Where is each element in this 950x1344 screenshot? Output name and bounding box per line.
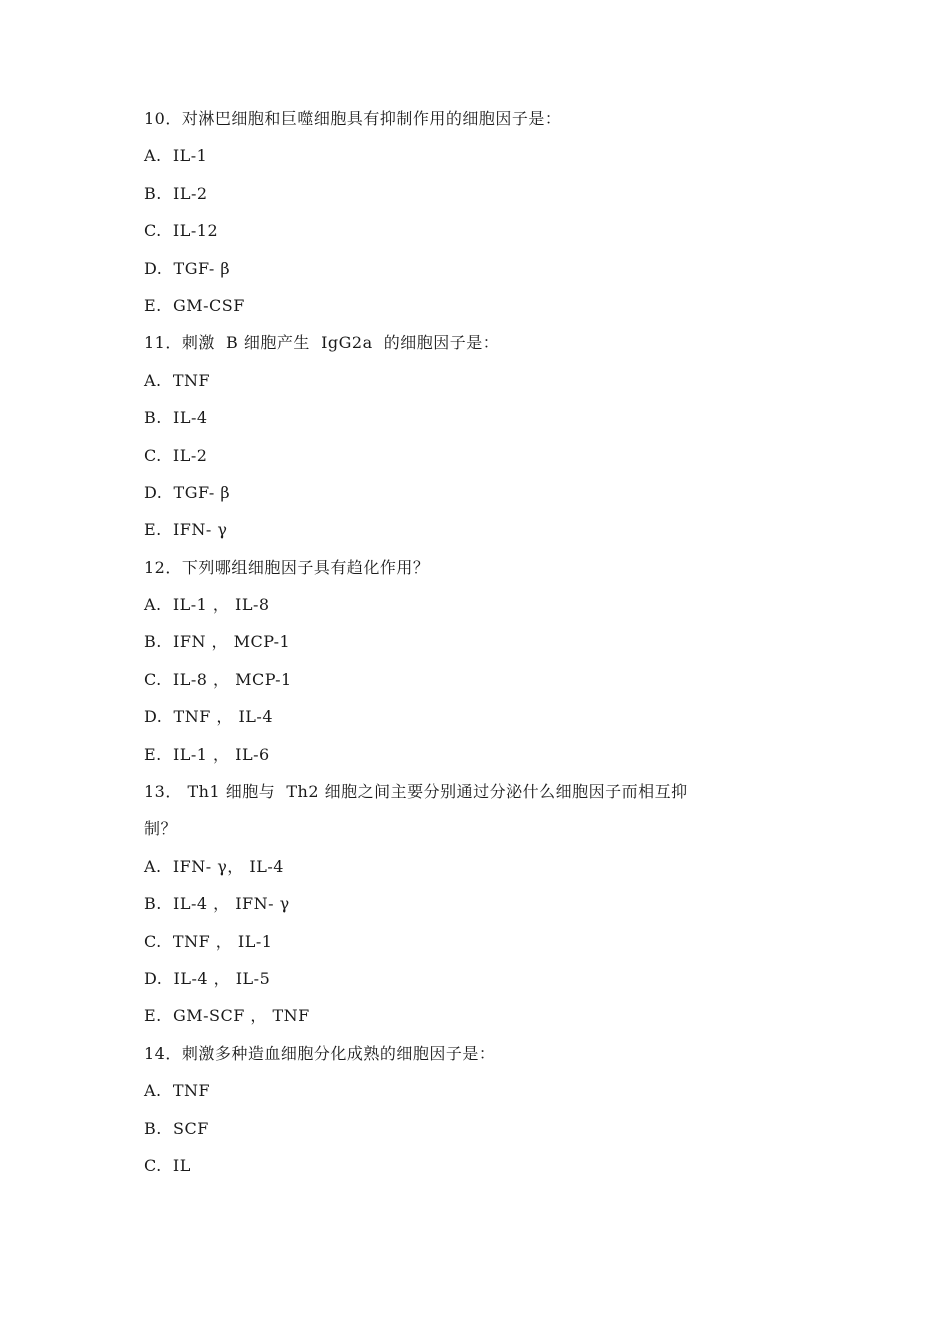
option-14-b: B. SCF — [144, 1118, 209, 1138]
option-13-e: E. GM-SCF ， TNF — [144, 1006, 310, 1026]
option-14-c: C. IL — [144, 1155, 191, 1175]
option-13-a: A. IFN- γ， IL-4 — [144, 856, 284, 876]
option-10-e: E. GM-CSF — [144, 295, 245, 315]
option-11-c: C. IL-2 — [144, 445, 208, 465]
question-11-stem — [144, 324, 784, 361]
question-13-stem — [144, 773, 784, 810]
question-number: 13． — [144, 782, 182, 802]
option-14-a: A. TNF — [144, 1081, 211, 1101]
option-13-d: D. IL-4 ， IL-5 — [144, 968, 271, 988]
question-text: Th1 细胞与 Th2 细胞之间主要分别通过分泌什么细胞因子而相互抑 — [181, 782, 688, 802]
question-14-stem — [144, 1035, 784, 1072]
question-12-stem — [144, 549, 784, 586]
option-10-c: C. IL-12 — [144, 221, 219, 241]
option-11-d: D. TGF- β — [144, 482, 231, 502]
question-10-stem — [144, 100, 784, 137]
option-13-b: B. IL-4 ， IFN- γ — [144, 894, 290, 914]
option-11-e: E. IFN- γ — [144, 520, 228, 540]
question-text: 刺激 B 细胞产生 IgG2a 的细胞因子是： — [181, 333, 500, 353]
question-text: 下列哪组细胞因子具有趋化作用？ — [181, 557, 430, 577]
option-10-b: B. IL-2 — [144, 183, 208, 203]
option-12-c: C. IL-8 ， MCP-1 — [144, 669, 292, 689]
question-list — [144, 100, 784, 1184]
option-11-b: B. IL-4 — [144, 408, 208, 428]
question-number: 11． — [144, 333, 182, 353]
option-12-d: D. TNF ， IL-4 — [144, 707, 273, 727]
option-12-b: B. IFN ， MCP-1 — [144, 632, 291, 652]
question-number: 12． — [144, 557, 182, 577]
question-number: 10． — [144, 109, 182, 128]
question-text: 刺激多种造血细胞分化成熟的细胞因子是： — [181, 1043, 496, 1063]
option-10-a: A. IL-1 — [144, 146, 208, 166]
option-10-d: D. TGF- β — [144, 258, 231, 278]
option-12-a: A. IL-1 ， IL-8 — [144, 595, 270, 615]
question-text: 对淋巴细胞和巨噬细胞具有抑制作用的细胞因子是： — [181, 109, 562, 128]
question-number: 14． — [144, 1043, 182, 1063]
option-12-e: E. IL-1 ， IL-6 — [144, 744, 270, 764]
question-13-stem-continued: 制？ — [144, 819, 178, 839]
option-13-c: C. TNF ， IL-1 — [144, 931, 273, 951]
option-11-a: A. TNF — [144, 370, 211, 390]
